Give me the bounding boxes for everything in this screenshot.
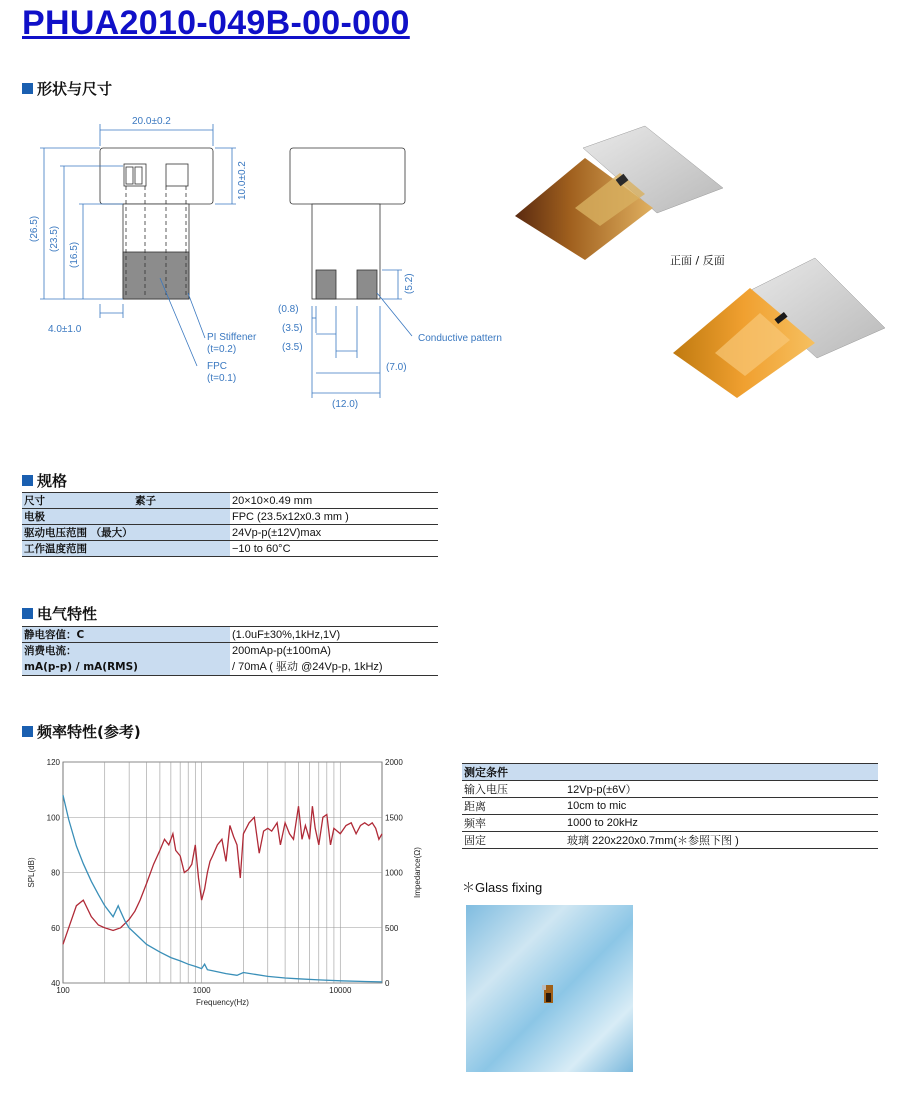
bullet-square-icon <box>22 83 33 94</box>
condition-key: 频率 <box>462 815 565 832</box>
conditions-table <box>462 763 878 849</box>
y-tick-left: 60 <box>51 923 60 933</box>
fpc-label: FPC <box>207 361 227 372</box>
y-tick-right: 1000 <box>385 868 403 878</box>
section-shape-label: 形状与尺寸 <box>37 80 113 98</box>
spec-key: 电极 <box>22 509 230 525</box>
spec-key <box>22 493 230 509</box>
glass-fixing-label: ＊Glass fixing <box>462 880 543 895</box>
condition-value: 12Vp-p(±6V） <box>565 781 878 798</box>
spec-value: FPC (23.5x12x0.3 mm ) <box>230 509 438 525</box>
table-row <box>22 643 438 676</box>
section-frequency-heading <box>22 721 141 742</box>
section-electrical-label: 电气特性 <box>37 605 98 623</box>
condition-key: 输入电压 <box>462 781 565 798</box>
condition-key: 距离 <box>462 798 565 815</box>
y-tick-right: 1500 <box>385 813 403 823</box>
y-axis-label-right: Impedance(Ω) <box>413 847 422 898</box>
photo-caption: 正面 / 反面 <box>670 254 725 267</box>
y-tick-left: 40 <box>51 979 60 988</box>
table-row <box>462 832 878 849</box>
dim-3-5b-text: (3.5) <box>282 342 303 353</box>
dim-4-text: 4.0±1.0 <box>48 324 82 335</box>
dim-12-0-text: (12.0) <box>332 399 359 410</box>
spec-key-text: 尺寸 <box>24 495 45 507</box>
dim-7-0-text: (7.0) <box>386 362 407 373</box>
bullet-square-icon <box>22 726 33 737</box>
dim-3-5a-text: (3.5) <box>282 323 303 334</box>
capacitance-key: 静电容值：C <box>22 627 230 643</box>
fpc-thickness-label: (t=0.1) <box>207 373 237 384</box>
condition-value: 玻璃 220x220x0.7mm(＊参照下图 ) <box>565 832 878 849</box>
photo-front <box>515 126 723 260</box>
current-key-line1: 消费电流： <box>24 645 77 657</box>
frequency-chart <box>20 752 440 1017</box>
table-row <box>22 541 438 557</box>
x-tick: 10000 <box>329 986 352 995</box>
condition-value: 10cm to mic <box>565 798 878 815</box>
table-row <box>22 493 438 509</box>
y-tick-right: 0 <box>385 979 390 988</box>
table-row <box>462 781 878 798</box>
dimension-drawing <box>20 108 540 418</box>
table-row <box>462 764 878 781</box>
conductive-pattern-label: Conductive pattern <box>418 333 502 344</box>
y-tick-left: 120 <box>46 758 60 767</box>
y-tick-left: 100 <box>46 813 60 823</box>
condition-value: 1000 to 20kHz <box>565 815 878 832</box>
spec-value: 20×10×0.49 mm <box>230 493 438 509</box>
y-axis-label-left: SPL(dB) <box>27 857 36 888</box>
table-row <box>462 798 878 815</box>
section-electrical-heading <box>22 603 97 624</box>
condition-key: 固定 <box>462 832 565 849</box>
dim-26-5-text: (26.5) <box>29 215 40 242</box>
y-tick-right: 2000 <box>385 758 403 767</box>
section-spec-heading <box>22 470 67 491</box>
x-tick: 100 <box>56 986 70 995</box>
spec-key: 驱动电压范围 （最大） <box>22 525 230 541</box>
section-frequency-label: 频率特性(参考) <box>37 723 141 741</box>
y-tick-left: 80 <box>51 868 60 878</box>
spec-key: 工作温度范围 <box>22 541 230 557</box>
photo-back <box>673 258 885 398</box>
bullet-square-icon <box>22 608 33 619</box>
y-tick-right: 500 <box>385 923 399 933</box>
spec-value: −10 to 60°C <box>230 541 438 557</box>
page-title: PHUA2010-049B-00-000 <box>22 4 410 42</box>
current-value-line2: / 70mA ( 驱动 @24Vp-p, 1kHz) <box>232 661 383 673</box>
glass-fixing-photo <box>466 905 633 1072</box>
pi-thickness-label: (t=0.2) <box>207 344 237 355</box>
table-row <box>22 525 438 541</box>
current-value-line1: 200mAp-p(±100mA) <box>232 645 331 657</box>
conditions-header: 测定条件 <box>462 764 878 781</box>
current-key <box>22 643 230 676</box>
dim-5-2-text: (5.2) <box>404 273 415 294</box>
capacitance-value: (1.0uF±30%,1kHz,1V) <box>230 627 438 643</box>
x-tick: 1000 <box>192 986 211 995</box>
dim-23-5-text: (23.5) <box>49 225 60 252</box>
x-axis-label: Frequency(Hz) <box>196 998 249 1007</box>
current-value <box>230 643 438 676</box>
section-spec-label: 规格 <box>37 472 68 490</box>
spec-key2-text: 素子 <box>135 495 156 507</box>
spec-table <box>22 492 438 557</box>
dim-0-8-text: (0.8) <box>278 304 299 315</box>
dim-16-5-text: (16.5) <box>69 241 80 268</box>
table-row <box>462 815 878 832</box>
dim-width-text: 20.0±0.2 <box>132 116 171 127</box>
current-key-line2: mA(p-p) / mA(RMS) <box>24 661 138 673</box>
electrical-table <box>22 626 438 676</box>
bullet-square-icon <box>22 475 33 486</box>
pi-stiffener-label: PI Stiffener <box>207 332 257 343</box>
section-shape-heading <box>22 78 112 99</box>
dim-height-text: 10.0±0.2 <box>237 161 248 200</box>
table-row <box>22 509 438 525</box>
table-row <box>22 627 438 643</box>
spec-value: 24Vp-p(±12V)max <box>230 525 438 541</box>
